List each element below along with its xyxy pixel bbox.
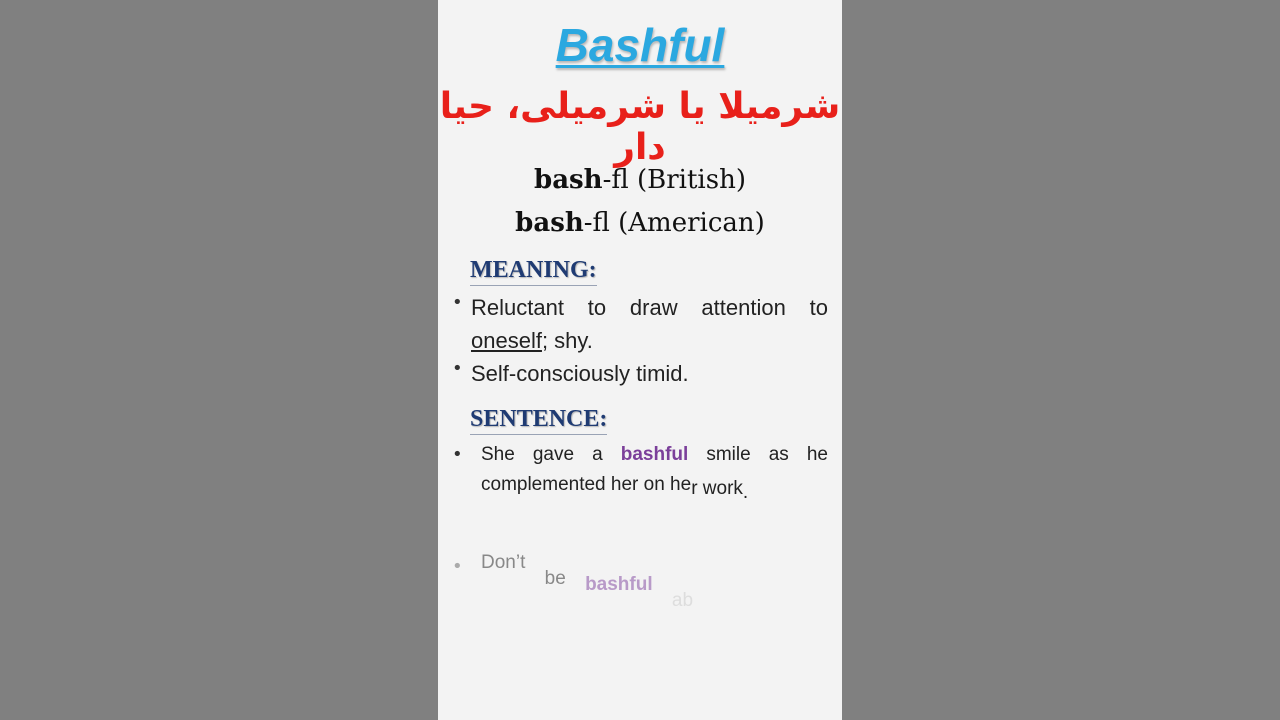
pron-american-bold: bash bbox=[515, 208, 584, 238]
bullet-icon: • bbox=[452, 556, 463, 577]
meaning-item-1 bbox=[471, 291, 828, 357]
word-title: Bashful bbox=[555, 19, 725, 71]
pron-american-rest: -fl (American) bbox=[583, 208, 765, 238]
sentence-2-word-1: Don’t bbox=[481, 552, 526, 573]
sentence-1-wave-1: r work bbox=[691, 478, 743, 499]
pronunciation-american bbox=[438, 208, 842, 238]
meaning-heading: MEANING: bbox=[470, 257, 597, 286]
sentence-item-1 bbox=[481, 440, 828, 503]
bullet-icon: • bbox=[452, 444, 463, 465]
meaning-1-post: ; shy. bbox=[541, 328, 593, 353]
bullet-icon: • bbox=[452, 292, 463, 313]
meaning-1-underlined: oneself bbox=[471, 328, 542, 353]
sentence-item-2 bbox=[481, 552, 707, 611]
sentence-2-word-3: bashful bbox=[585, 574, 653, 595]
sentence-heading: SENTENCE: bbox=[470, 406, 607, 435]
sentence-2-word-4: ab bbox=[671, 590, 694, 611]
sentence-1-wave-2: . bbox=[742, 482, 749, 503]
pron-british-rest: -fl (British) bbox=[602, 165, 746, 195]
sentence-1-mid: smile as he complemented her on he bbox=[481, 444, 828, 495]
pronunciation-british bbox=[438, 165, 842, 195]
urdu-meaning: شرمیلا یا شرمیلی، حیا دار bbox=[439, 86, 841, 168]
sentence-2-word-2: be bbox=[544, 568, 566, 589]
meaning-item-2: Self-consciously timid. bbox=[471, 361, 689, 386]
pron-british-bold: bash bbox=[534, 165, 603, 195]
word-card bbox=[438, 0, 842, 720]
bullet-icon: • bbox=[452, 358, 463, 379]
meaning-1-pre: Reluctant to draw attention to bbox=[471, 295, 828, 320]
sentence-1-highlight: bashful bbox=[620, 444, 689, 465]
sentence-1-pre: She gave a bbox=[481, 444, 621, 465]
